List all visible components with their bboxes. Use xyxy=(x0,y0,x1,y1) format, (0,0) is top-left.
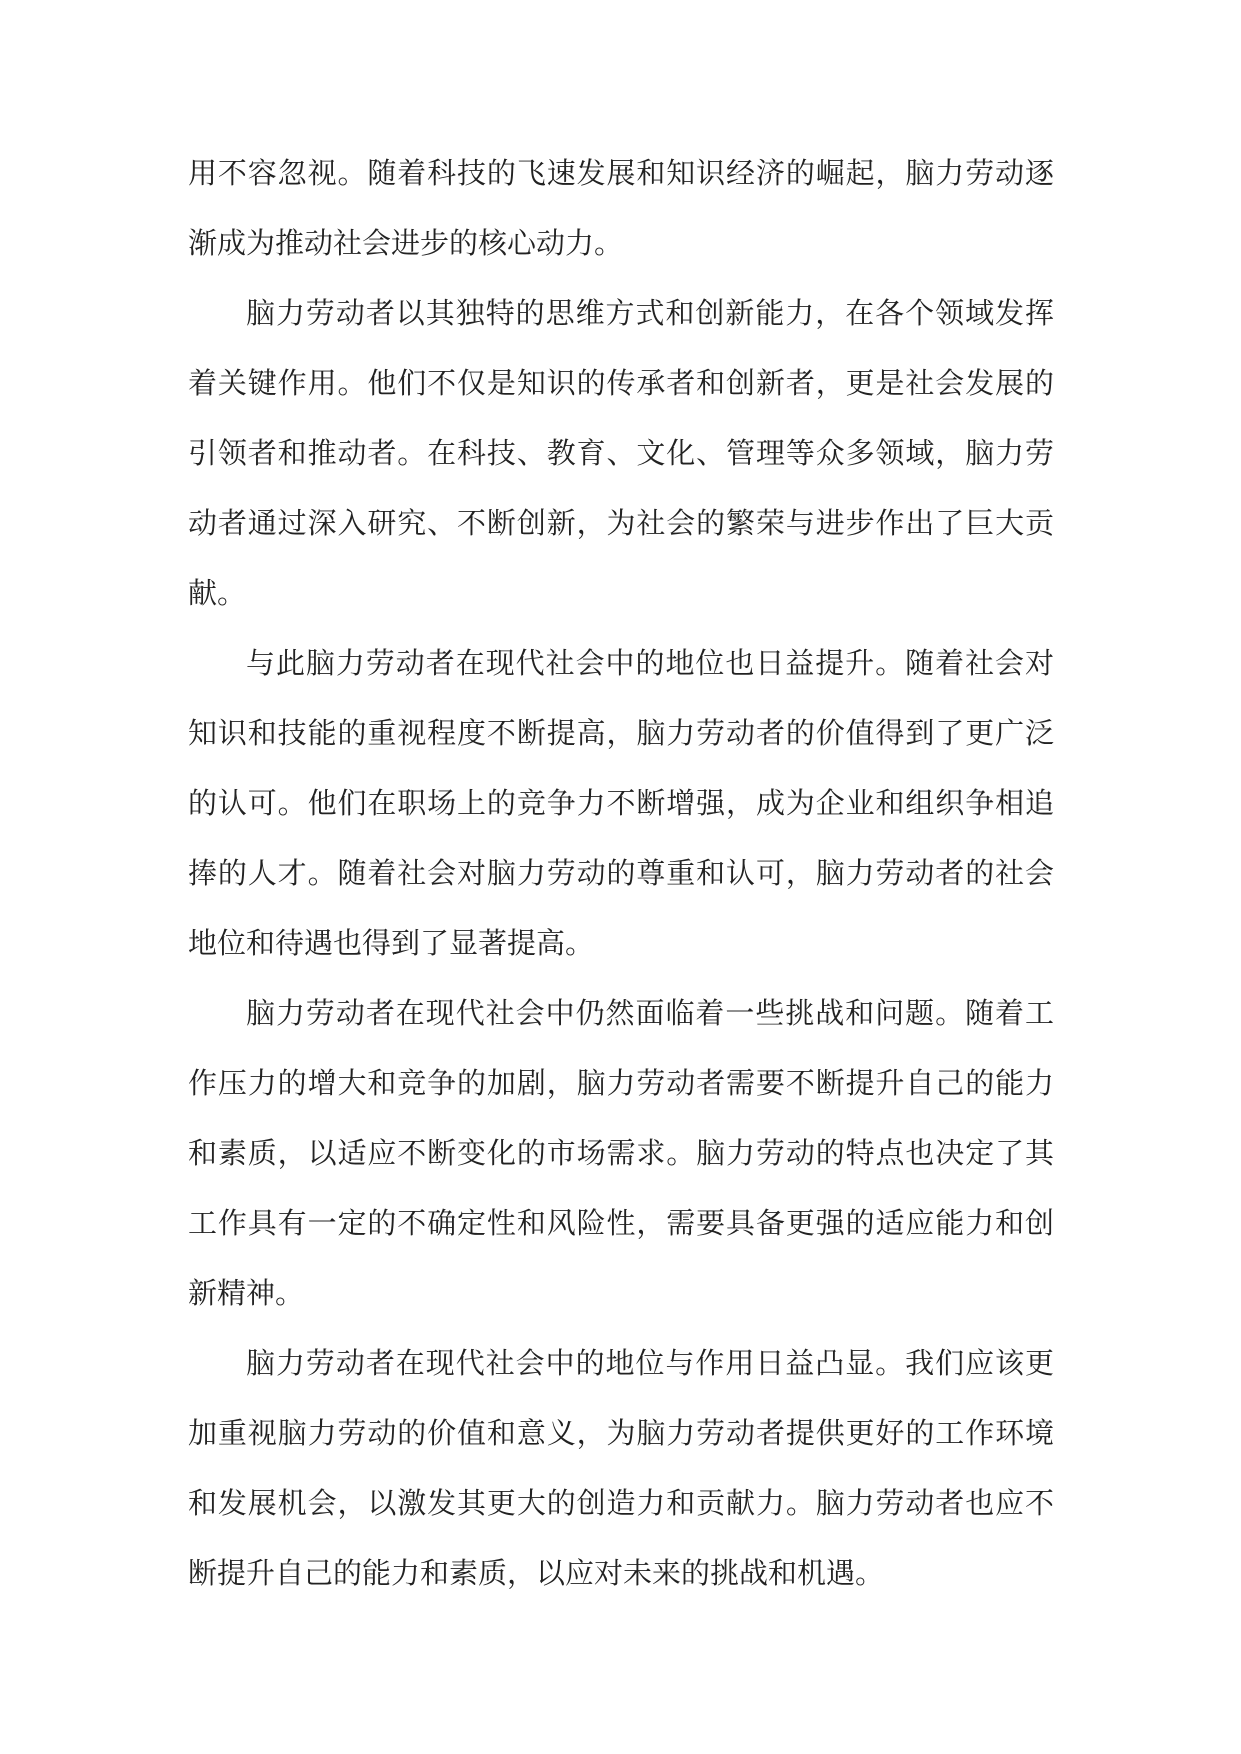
paragraph-1: 用不容忽视。随着科技的飞速发展和知识经济的崛起，脑力劳动逐渐成为推动社会进步的核心动力。 xyxy=(188,156,1054,260)
paragraph-2: 脑力劳动者以其独特的思维方式和创新能力，在各个领域发挥着关键作用。他们不仅是知识的传承者和创新者，更是社会发展的引领者和推动者。在科技、教育、文化、管理等众多领域，脑力劳动者通过深入研究、不断创新，为社会的繁荣与进步作出了巨大贡献。 xyxy=(188,296,1054,610)
paragraph-5: 脑力劳动者在现代社会中的地位与作用日益凸显。我们应该更加重视脑力劳动的价值和意义，为脑力劳动者提供更好的工作环境和发展机会，以激发其更大的创造力和贡献力。脑力劳动者也应不断提升自己的能力和素质，以应对未来的挑战和机遇。 xyxy=(188,1346,1054,1590)
paragraph-4: 脑力劳动者在现代社会中仍然面临着一些挑战和问题。随着工作压力的增大和竞争的加剧，脑力劳动者需要不断提升自己的能力和素质，以适应不断变化的市场需求。脑力劳动的特点也决定了其工作具有一定的不确定性和风险性，需要具备更强的适应能力和创新精神。 xyxy=(188,996,1054,1310)
paragraph-3: 与此脑力劳动者在现代社会中的地位也日益提升。随着社会对知识和技能的重视程度不断提高，脑力劳动者的价值得到了更广泛的认可。他们在职场上的竞争力不断增强，成为企业和组织争相追捧的人才。随着社会对脑力劳动的尊重和认可，脑力劳动者的社会地位和待遇也得到了显著提高。 xyxy=(188,646,1054,960)
document-body xyxy=(188,138,1054,1608)
